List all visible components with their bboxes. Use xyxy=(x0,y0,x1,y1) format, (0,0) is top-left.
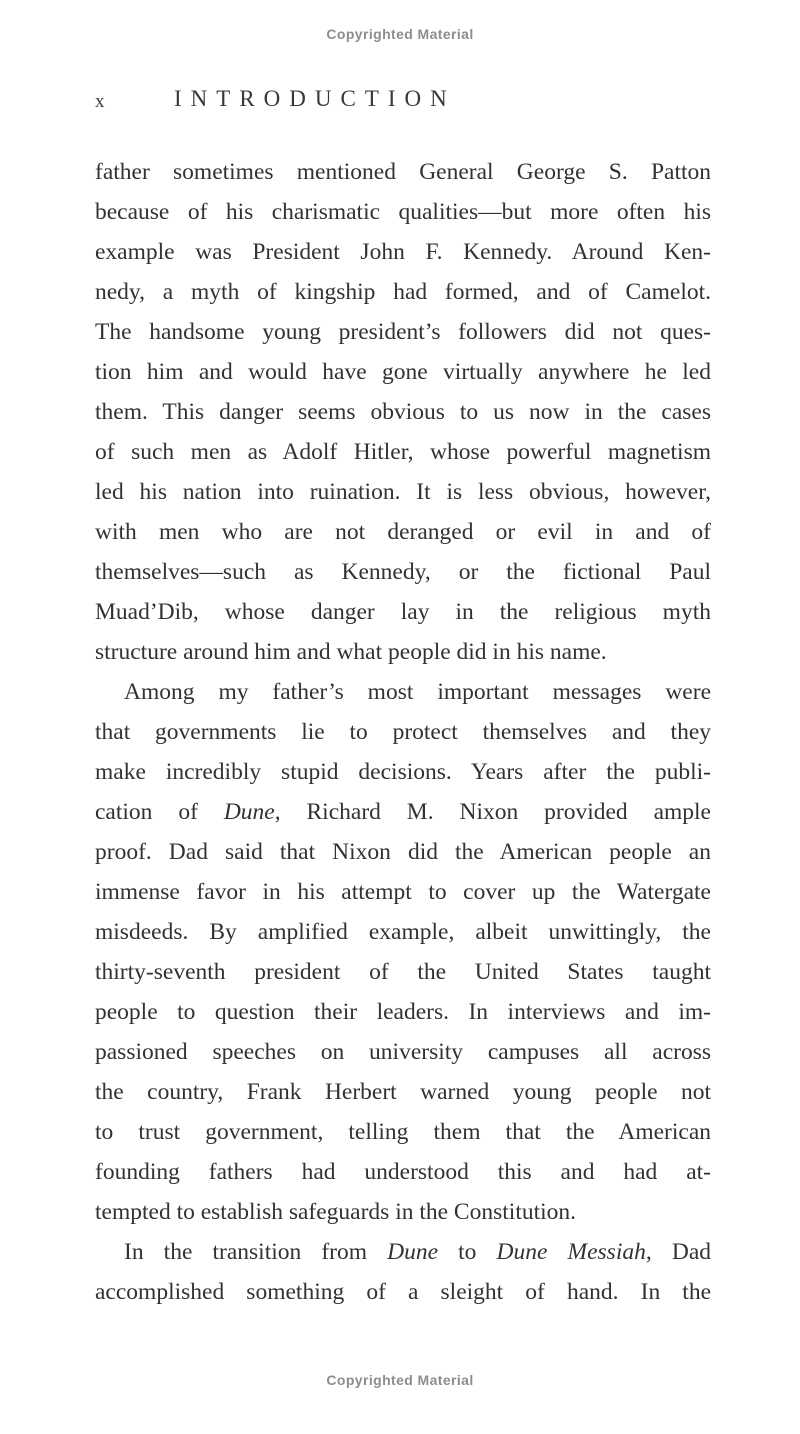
text-segment: proof. Dad said that Nixon did the American people an xyxy=(95,839,711,865)
text-segment: to xyxy=(438,1239,497,1265)
text-line xyxy=(95,672,711,712)
text-line xyxy=(95,792,711,832)
text-segment: immense favor in his attempt to cover up the Watergate xyxy=(95,879,711,905)
text-line xyxy=(95,152,711,192)
text-segment: of such men as Adolf Hitler, whose powerful magnetism xyxy=(95,439,711,465)
text-line xyxy=(95,1272,711,1312)
text-segment: , Richard M. Nixon provided ample xyxy=(274,799,711,825)
text-line xyxy=(95,912,711,952)
text-line xyxy=(95,272,711,312)
text-segment: example was President John F. Kennedy. Around Ken- xyxy=(95,239,711,265)
text-segment: that governments lie to protect themselves and they xyxy=(95,719,711,745)
text-line xyxy=(95,1032,711,1072)
text-line xyxy=(95,872,711,912)
text-segment: because of his charismatic qualities—but more often his xyxy=(95,199,711,225)
text-line xyxy=(95,1152,711,1192)
text-segment: , Dad xyxy=(645,1239,711,1265)
text-segment: misdeeds. By amplified example, albeit unwittingly, the xyxy=(95,919,711,945)
text-line xyxy=(95,1112,711,1152)
bottom-copyright-notice: Copyrighted Material xyxy=(326,1372,474,1388)
text-line xyxy=(95,1192,711,1232)
page-number: x xyxy=(95,91,105,112)
text-line xyxy=(95,592,711,632)
text-line xyxy=(95,192,711,232)
text-line xyxy=(95,432,711,472)
text-segment: The handsome young president’s followers did not ques- xyxy=(95,319,711,345)
text-segment: cation of xyxy=(95,799,224,825)
text-segment: themselves—such as Kennedy, or the fictional Paul xyxy=(95,559,711,585)
text-line xyxy=(95,232,711,272)
text-segment: tion him and would have gone virtually anywhere he led xyxy=(95,359,711,385)
text-segment: founding fathers had understood this and had at- xyxy=(95,1159,711,1185)
text-line xyxy=(95,312,711,352)
text-segment: In the transition from xyxy=(124,1239,388,1265)
text-segment: the country, Frank Herbert warned young people not xyxy=(95,1079,711,1105)
text-segment: structure around him and what people did in his name. xyxy=(95,639,607,665)
text-line xyxy=(95,392,711,432)
text-segment: Muad’Dib, whose danger lay in the religious myth xyxy=(95,599,711,625)
book-title-italic: Dune xyxy=(223,799,275,825)
text-line xyxy=(95,352,711,392)
text-block xyxy=(95,152,711,1312)
text-segment: passioned speeches on university campuses all across xyxy=(95,1039,711,1065)
text-segment: Among my father’s most important messages were xyxy=(124,679,711,705)
text-segment: people to question their leaders. In interviews and im- xyxy=(95,999,711,1025)
text-segment: led his nation into ruination. It is less obvious, however, xyxy=(95,479,711,505)
text-segment: them. This danger seems obvious to us now in the cases xyxy=(95,399,711,425)
top-copyright-notice: Copyrighted Material xyxy=(326,26,474,42)
text-segment: nedy, a myth of kingship had formed, and of Camelot. xyxy=(95,279,711,305)
page-header xyxy=(95,86,711,116)
text-line xyxy=(95,1232,711,1272)
book-title-italic: Dune xyxy=(387,1239,439,1265)
text-segment: make incredibly stupid decisions. Years after the publi- xyxy=(95,759,711,785)
chapter-title: INTRODUCTION xyxy=(174,86,456,111)
text-segment: father sometimes mentioned General George S. Patton xyxy=(95,159,711,185)
text-segment: thirty-seventh president of the United States taught xyxy=(95,959,711,985)
text-line xyxy=(95,512,711,552)
text-segment: tempted to establish safeguards in the Constitution. xyxy=(95,1199,577,1225)
text-segment: to trust government, telling them that the American xyxy=(95,1119,711,1145)
text-line xyxy=(95,552,711,592)
text-line xyxy=(95,632,711,672)
book-title-italic: Dune Messiah xyxy=(496,1239,646,1265)
text-line xyxy=(95,712,711,752)
text-segment: with men who are not deranged or evil in and of xyxy=(95,519,711,545)
text-line xyxy=(95,992,711,1032)
text-line xyxy=(95,952,711,992)
text-line xyxy=(95,832,711,872)
text-line xyxy=(95,472,711,512)
text-segment: accomplished something of a sleight of hand. In the xyxy=(95,1279,711,1305)
text-line xyxy=(95,1072,711,1112)
text-line xyxy=(95,752,711,792)
